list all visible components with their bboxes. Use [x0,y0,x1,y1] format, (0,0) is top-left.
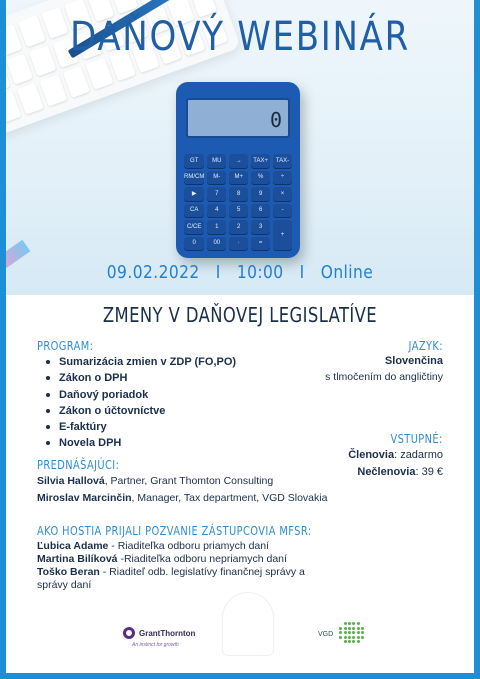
fee-nonmembers-value: : 39 € [415,466,443,478]
vgd-dot [361,627,364,630]
grant-thornton-logo [123,627,195,639]
vgd-dot [344,636,347,639]
list-item: Daňový poriadok [46,387,236,403]
speaker-item [37,475,273,487]
vgd-dot [352,631,355,634]
calculator-display-value: 0 [269,108,282,132]
calculator-key: 9 [251,187,270,201]
vgd-dot [352,640,355,643]
fee-members-value: : zadarmo [394,449,443,461]
fee-members-label: Členovia [348,449,395,461]
vgd-dot [344,640,347,643]
speaker-name: Silvia Hallová [37,475,105,487]
calculator-key: 4 [207,204,226,218]
speaker-role: , Manager, Tax department, VGD Slovakia [131,492,328,504]
list-item: Novela DPH [46,435,236,451]
vgd-dot [352,627,355,630]
calculator-key: - [273,204,292,218]
vgd-dot [348,631,351,634]
vgd-dot [357,627,360,630]
vgd-dot [357,631,360,634]
calculator-key: M- [207,171,226,185]
calculator-key: GT [184,154,204,168]
vgd-dot [357,640,360,643]
calculator-key: 2 [229,220,248,234]
datetime-separator-2: I [299,262,305,283]
calculator-key: TAX+ [251,154,270,168]
guest-name: Ľubica Adame [37,540,109,552]
vgd-dot [348,622,351,625]
event-mode: Online [320,262,374,283]
vgd-logo [318,622,365,646]
list-item: Zákon o DPH [46,370,236,386]
vgd-dot [348,627,351,630]
vgd-dot [348,636,351,639]
calculator-key: ÷ [273,171,292,185]
chamber-watermark-logo [222,592,274,656]
speaker-name: Miroslav Marcinčin [37,492,132,504]
vgd-dot [339,636,342,639]
fee-members [348,449,443,461]
program-label: PROGRAM: [37,339,94,353]
vgd-dot [352,636,355,639]
calculator-key: · [229,237,248,251]
fee-nonmembers-label: Nečlenovia [357,466,416,478]
program-list [46,354,236,452]
event-date: 09.02.2022 [106,262,200,283]
calculator-key: % [251,171,270,185]
vgd-dot [344,631,347,634]
guest-role: - Riaditeľka odboru priamych daní [108,540,270,552]
calculator-key: M+ [229,171,248,185]
guest-role: -Riaditeľka odboru nepriamych daní [117,553,287,565]
page-title: DAŇOVÝ WEBINÁR [70,14,410,60]
list-item: Zákon o účtovníctve [46,403,236,419]
calculator-key: 00 [207,237,226,251]
fee-label: VSTUPNÉ: [390,432,443,446]
calculator-key: 5 [229,204,248,218]
list-item: Sumarizácia zmien v ZDP (FO,PO) [46,354,236,370]
guest-item [37,566,307,592]
speakers-label: PREDNÁŠAJÚCI: [37,458,120,472]
speaker-role: , Partner, Grant Thomton Consulting [104,475,274,487]
calculator-key: 3 [251,220,270,234]
grant-thornton-name: GrantThornton [139,628,196,638]
grant-thornton-tagline: An instinct for growth [132,642,179,648]
event-time: 10:00 [236,262,284,283]
vgd-dot [357,622,360,625]
language-label: JAZYK: [408,339,443,353]
calculator-key: 8 [229,187,248,201]
calculator-key: + [273,220,292,250]
calculator-key: 1 [207,220,226,234]
event-subtitle: ZMENY V DAŇOVEJ LEGISLATÍVE [102,303,378,327]
guest-item [37,553,287,566]
guests-label: AKO HOSTIA PRIJALI POZVANIE ZÁSTUPCOVIA MFSR: [37,524,312,538]
vgd-dot [348,640,351,643]
vgd-dot [361,636,364,639]
datetime-separator: I [215,262,221,283]
calculator-key: 0 [184,237,204,251]
guest-item [37,540,269,553]
vgd-dot [361,631,364,634]
grant-thornton-mark-icon [123,627,135,639]
calculator-key: → [229,154,248,168]
calculator-key: RM/CM [184,171,204,185]
guest-name: Martina Bilíková [37,553,118,565]
calculator-key: CA [184,204,204,218]
calculator-key: = [251,237,270,251]
vgd-name: VGD [318,630,334,638]
vgd-dot [339,631,342,634]
calculator-key: MU [207,154,226,168]
guest-name: Toško Beran [37,566,100,578]
vgd-dot [357,636,360,639]
list-item: E-faktúry [46,419,236,435]
vgd-dot [339,627,342,630]
vgd-dot [344,627,347,630]
speaker-item [37,492,327,504]
fee-nonmembers [357,466,443,478]
language-value: Slovenčina [384,355,443,367]
language-note: s tlmočením do angličtiny [325,371,443,383]
calculator-key: ▶ [184,187,204,201]
calculator-key: 7 [207,187,226,201]
calculator-key: 6 [251,204,270,218]
calculator-key: C/CE [184,220,204,234]
vgd-dots-icon [339,622,365,646]
vgd-dot [344,622,347,625]
calculator-key: × [273,187,292,201]
vgd-dot [352,622,355,625]
guest-role: - Riaditeľ odb. legislatívy finančnej správy a správy daní [37,566,305,591]
calculator-key: TAX- [273,154,292,168]
